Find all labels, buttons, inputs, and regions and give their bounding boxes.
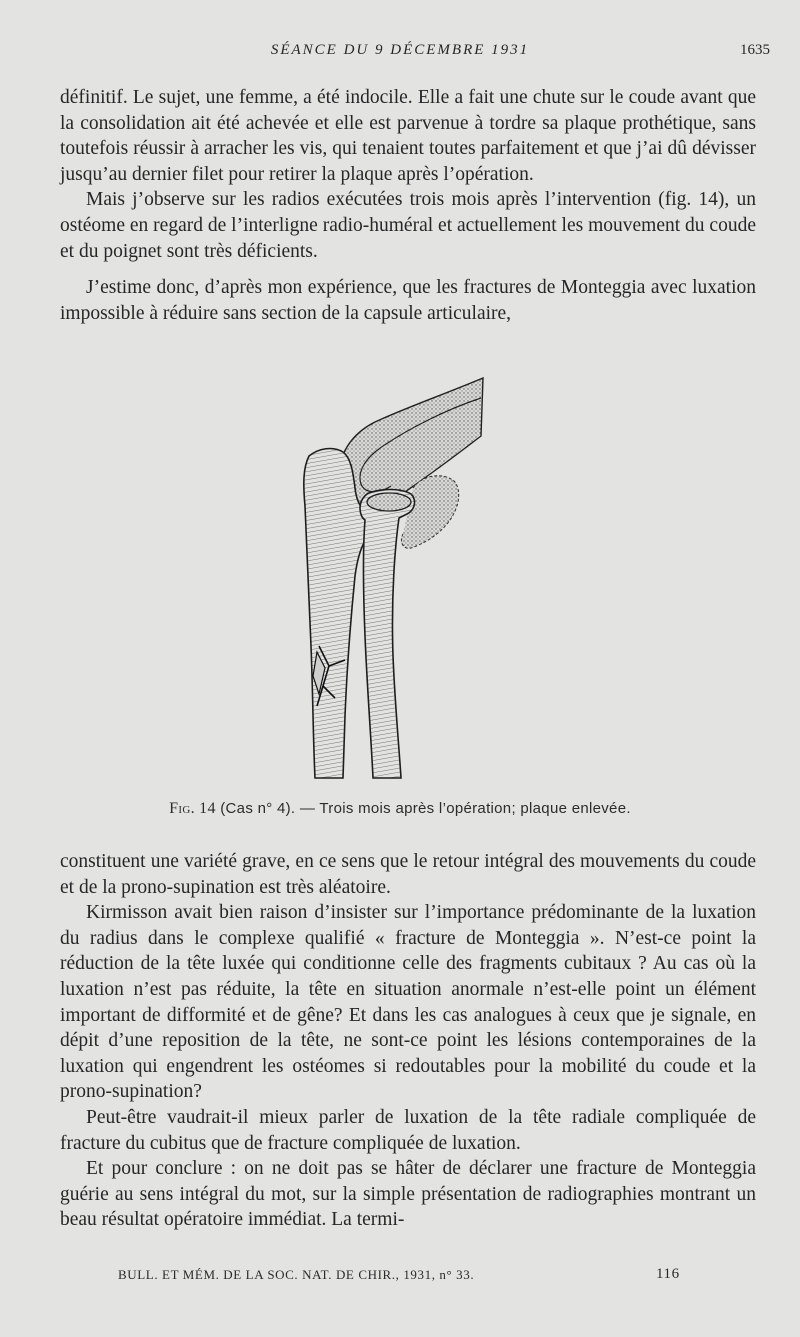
- humerus-shape: [338, 378, 483, 507]
- figure-caption-text: (Cas n° 4). — Trois mois après l’opération; plaque enlevée.: [220, 800, 631, 817]
- text-block-after-figure: [60, 849, 756, 1233]
- paragraph: J’estime donc, d’après mon expérience, que les fractures de Monteggia avec luxation impossible à réduire sans section de la capsule articulaire,: [60, 277, 756, 324]
- figure-label: Fig. 14: [169, 800, 216, 817]
- page-footer: [118, 1267, 718, 1283]
- elbow-radiograph-drawing: [295, 376, 495, 786]
- running-header: [0, 42, 800, 64]
- footer-citation: BULL. ET MÉM. DE LA SOC. NAT. DE CHIR., 1931, n° 33.: [118, 1267, 475, 1282]
- page-number: 1635: [740, 42, 770, 58]
- text-block-before-figure: [60, 85, 756, 326]
- figure-caption: [0, 800, 800, 818]
- paragraph: constituent une variété grave, en ce sens que le retour intégral des mouvements du coude et de la prono-supination est très aléatoire.: [60, 851, 756, 898]
- running-title: SÉANCE DU 9 DÉCEMBRE 1931: [270, 42, 530, 58]
- radial-head: [367, 493, 411, 511]
- paragraph: Peut-être vaudrait-il mieux parler de luxation de la tête radiale compliquée de fracture du cubitus que de fracture compliquée de luxation.: [60, 1106, 756, 1154]
- paragraph: Kirmisson avait bien raison d’insister sur l’importance prédominante de la luxation du radius dans le complexe qualifié « fracture de Monteggia ». N’est-ce point la réduction de la tête luxée qui conditionne celle des fragments cubitaux ? Au cas où la luxation n’est pas réduite, la tête en situation anormale n’est-elle point un élément important de difformité et de gêne? Et dans les cas analogues à ceux que je signale, en dépit d’une reposition de la tête, ne sont-ce point les lésions contemporaines de la luxation qui engendrent les ostéomes si redoutables pour la mobilité du coude et la prono-supination?: [60, 902, 756, 1103]
- paragraph: définitif. Le sujet, une femme, a été indocile. Elle a fait une chute sur le coude avant que la consolidation ait été achevée et elle est parvenue à tordre sa plaque prothétique, sans toutefois réussir à arracher les vis, qui tenaient toutes parfaitement et que j’ai dû dévisser jusqu’au dernier filet pour retirer la plaque après l’opération.: [60, 87, 756, 185]
- paragraph: Et pour conclure : on ne doit pas se hâter de déclarer une fracture de Monteggia guérie au sens intégral du mot, sur la simple présentation de radiographies montrant un beau résultat opératoire immédiat. La termi-: [60, 1158, 756, 1231]
- signature-mark: 116: [656, 1266, 680, 1282]
- paragraph: Mais j’observe sur les radios exécutées trois mois après l’intervention (fig. 14), un ostéome en regard de l’interligne radio-huméral et actuellement les mouvement du coude et du poignet sont très déficients.: [60, 189, 756, 262]
